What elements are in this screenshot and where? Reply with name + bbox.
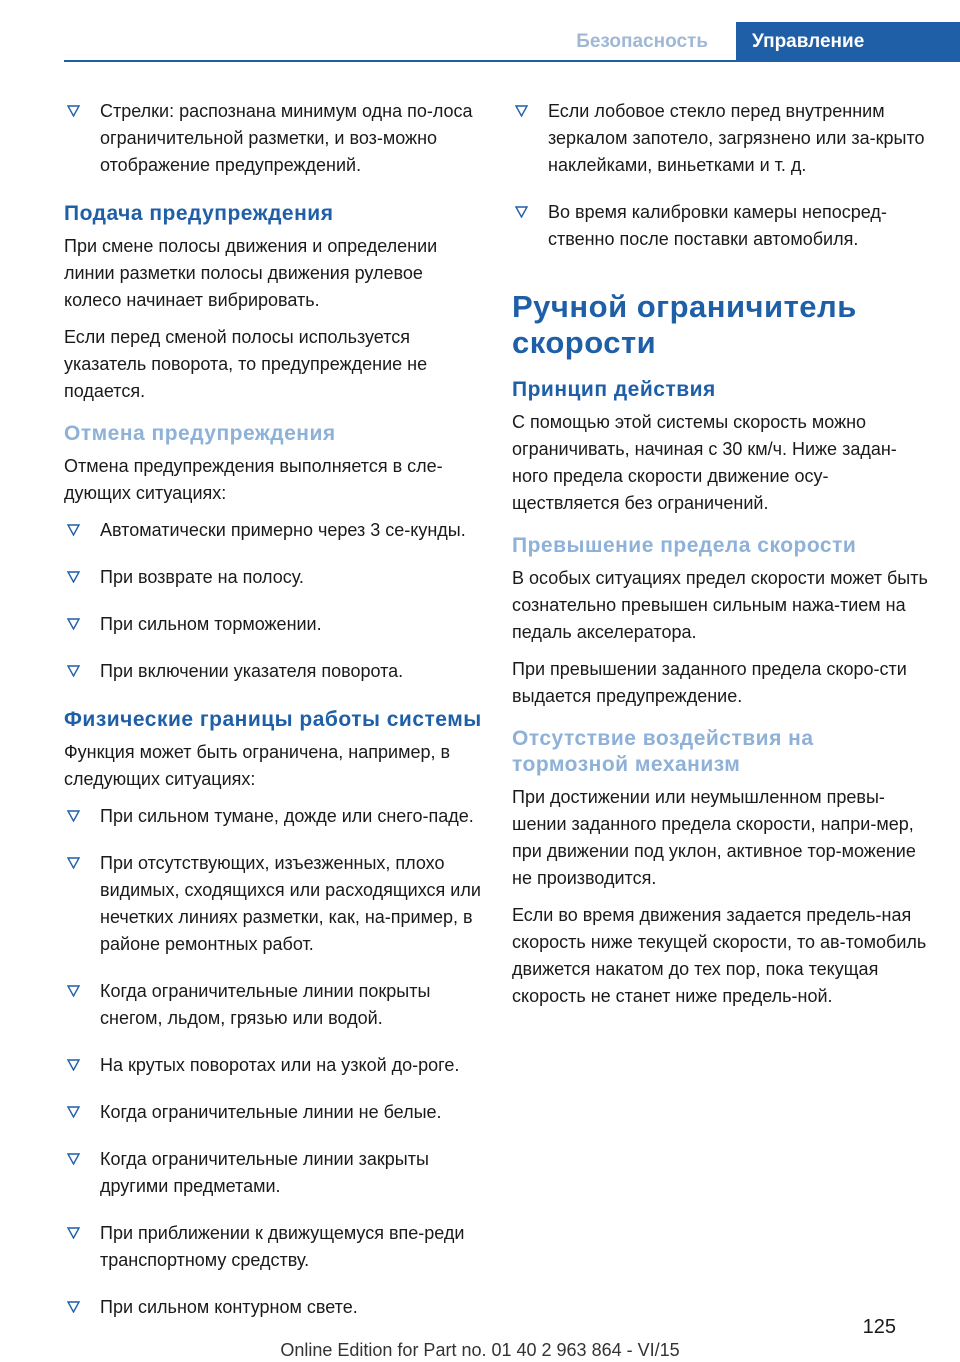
paragraph: Если во время движения задается предель-ная скорость ниже текущей скорости, то ав-томобиль движется накатом до тех пор, пока текущая скорость не станет ниже предель-ной.: [512, 905, 927, 1006]
paragraph: При смене полосы движения и определении линии разметки полосы движения рулевое колесо начинает вибрировать.: [64, 236, 438, 310]
section-title: Ручной ограничитель скорости: [512, 289, 857, 360]
edition-footer: Online Edition for Part no. 01 40 2 963 864 - VI/15: [280, 1340, 680, 1360]
right-column: [512, 98, 932, 1020]
cancel-bullets: [64, 517, 484, 685]
list-item: При включении указателя поворота.: [64, 658, 484, 685]
paragraph: Отмена предупреждения выполняется в сле-дующих ситуациях:: [64, 456, 443, 503]
triangle-bullet-icon: [67, 857, 80, 869]
limits-bullets: [64, 803, 484, 1321]
cancel-heading: Отмена предупреждения: [64, 422, 336, 445]
exceed-heading: Превышение предела скорости: [512, 534, 857, 557]
left-column: [64, 98, 484, 1343]
page-number: 125: [862, 1316, 896, 1338]
list-item: При сильном торможении.: [64, 611, 484, 638]
nav-tab-controls[interactable]: Управление: [736, 22, 960, 62]
list-item: Во время калибровки камеры непосред-ственно после поставки автомобиля.: [512, 199, 932, 253]
list-item: Автоматически примерно через 3 се-кунды.: [64, 517, 484, 544]
list-item: При сильном тумане, дожде или снего-паде.: [64, 803, 484, 830]
triangle-bullet-icon: [67, 985, 80, 997]
paragraph: При достижении или неумышленном превы-шении заданного предела скорости, напри-мер, при движении под уклон, активное тор-можение не производится.: [512, 787, 916, 888]
list-item: На крутых поворотах или на узкой до-роге.: [64, 1052, 484, 1079]
list-item: Если лобовое стекло перед внутренним зеркалом запотело, загрязнено или за-крыто наклейками, виньетками и т. д.: [512, 98, 932, 179]
list-item: При сильном контурном свете.: [64, 1294, 484, 1321]
nav-tab-safety[interactable]: Безопасность: [576, 31, 708, 52]
triangle-bullet-icon: [67, 618, 80, 630]
list-item: При возврате на полосу.: [64, 564, 484, 591]
brake-heading: Отсутствие воздействия на тормозной механизм: [512, 727, 814, 776]
triangle-bullet-icon: [67, 1153, 80, 1165]
triangle-bullet-icon: [67, 665, 80, 677]
list-item: Когда ограничительные линии закрыты другими предметами.: [64, 1146, 484, 1200]
paragraph: С помощью этой системы скорость можно ограничивать, начиная с 30 км/ч. Ниже задан-ного предела скорости движение осу-ществляется без ограничений.: [512, 412, 897, 513]
triangle-bullet-icon: [67, 1059, 80, 1071]
triangle-bullet-icon: [67, 1106, 80, 1118]
paragraph: Функция может быть ограничена, например, в следующих ситуациях:: [64, 742, 451, 789]
triangle-bullet-icon: [67, 1227, 80, 1239]
triangle-bullet-icon: [67, 105, 80, 117]
list-item: При отсутствующих, изъезженных, плохо видимых, сходящихся или расходящихся или нечетких линиях разметки, как, на-пример, в районе ремонтных работ.: [64, 850, 484, 958]
paragraph: В особых ситуациях предел скорости может быть сознательно превышен сильным нажа-тием на педаль акселератора.: [512, 568, 928, 642]
triangle-bullet-icon: [67, 571, 80, 583]
triangle-bullet-icon: [515, 206, 528, 218]
triangle-bullet-icon: [67, 524, 80, 536]
paragraph: Если перед сменой полосы используется указатель поворота, то предупреждение не подается.: [64, 327, 428, 401]
triangle-bullet-icon: [67, 1301, 80, 1313]
triangle-bullet-icon: [515, 105, 528, 117]
right-top-bullets: [512, 98, 932, 253]
paragraph: При превышении заданного предела скоро-сти выдается предупреждение.: [512, 659, 907, 706]
warning-heading: Подача предупреждения: [64, 202, 334, 225]
list-item: Когда ограничительные линии не белые.: [64, 1099, 484, 1126]
triangle-bullet-icon: [67, 810, 80, 822]
list-item: Когда ограничительные линии покрыты снегом, льдом, грязью или водой.: [64, 978, 484, 1032]
list-item: Стрелки: распознана минимум одна по-лоса ограничительной разметки, и воз-можно отображение предупреждений.: [64, 98, 484, 179]
left-top-bullets: [64, 98, 484, 179]
principle-heading: Принцип действия: [512, 378, 716, 401]
limits-heading: Физические границы работы системы: [64, 708, 482, 731]
list-item: При приближении к движущемуся впе-реди транспортному средству.: [64, 1220, 484, 1274]
